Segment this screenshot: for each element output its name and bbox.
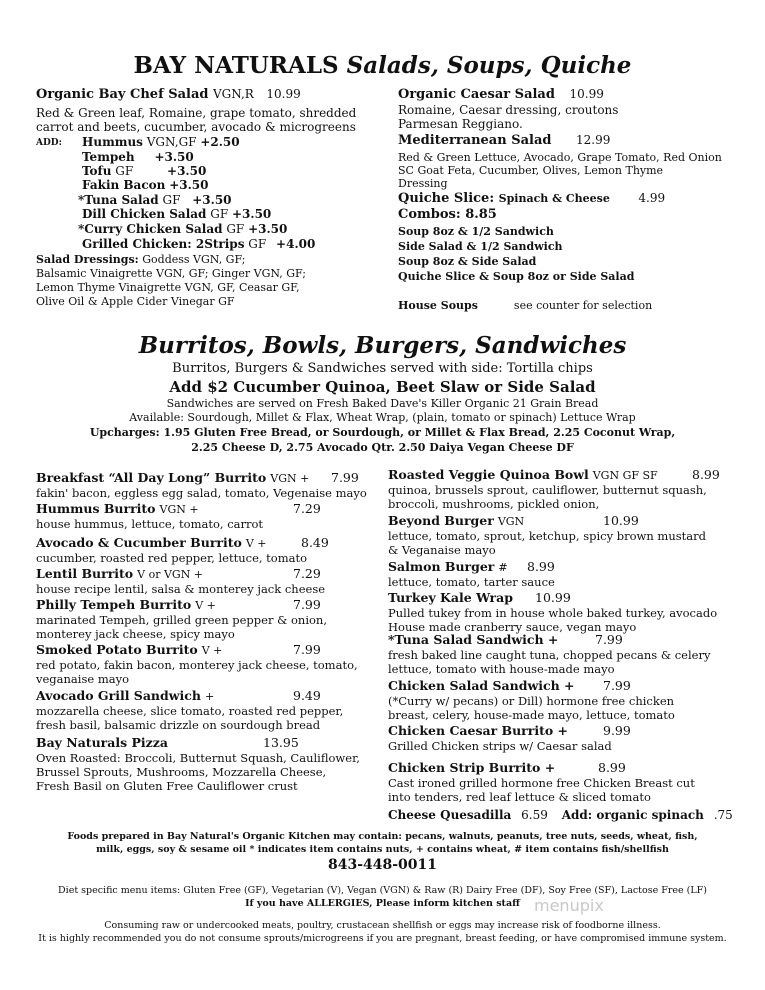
add-dill-chicken-salad: Dill Chicken Salad GF +3.50: [82, 207, 272, 221]
item-diet: V +: [201, 644, 223, 657]
right-item-title: [388, 632, 562, 647]
item-description: Oven Roasted: Broccoli, Butternut Squash, Cauliflower,: [36, 751, 360, 765]
add-curry-chicken-salad: *Curry Chicken Salad GF +3.50: [78, 222, 288, 236]
dressings-line-1: Salad Dressings: Goddess VGN, GF;: [36, 253, 246, 266]
item-diet: VGN GF SF: [592, 469, 658, 482]
section-title-salads: BAY NATURALS Salads, Soups, Quiche: [133, 52, 632, 79]
add-fakin-bacon: Fakin Bacon +3.50: [82, 178, 209, 192]
item-description: Brussel Sprouts, Mushrooms, Mozzarella Cheese,: [36, 765, 327, 779]
left-item-title: [36, 470, 309, 485]
left-item-title: [36, 597, 216, 612]
item-description: lettuce, tomato, tarter sauce: [388, 575, 555, 589]
left-item-title: [36, 501, 199, 516]
item-name: Chicken Caesar Burrito +: [388, 723, 569, 738]
item-description: Fresh Basil on Gluten Free Cauliflower crust: [36, 779, 298, 793]
item-price: 8.99: [527, 559, 555, 574]
item-name: Avocado & Cucumber Burrito: [36, 535, 242, 550]
item-description: quinoa, brussels sprout, cauliflower, butternut squash,: [388, 483, 707, 497]
item-description: house recipe lentil, salsa & monterey jack cheese: [36, 582, 326, 596]
item-name: Beyond Burger: [388, 513, 494, 528]
item-name: Smoked Potato Burrito: [36, 642, 198, 657]
left-item-title: [36, 735, 172, 750]
footer-allergen-2: milk, eggs, soy & sesame oil * indicates item contains nuts, + contains wheat, # item contains fish/shellfish: [96, 844, 669, 855]
combo-item: Soup 8oz & 1/2 Sandwich: [398, 225, 554, 238]
item-diet: +: [204, 690, 215, 703]
item-diet: V +: [195, 599, 216, 612]
add-tofu: Tofu GF +3.50: [82, 164, 207, 178]
phone-number: 843-448-0011: [327, 857, 438, 873]
caesar-desc-2: Parmesan Reggiano.: [398, 117, 523, 131]
right-item-title: [388, 559, 508, 574]
house-soups: House Soups see counter for selection: [398, 299, 653, 312]
item-name: Salmon Burger: [388, 559, 495, 574]
item-description: lettuce, tomato, sprout, ketchup, spicy brown mustard: [388, 529, 706, 543]
item-name: Chicken Strip Burrito +: [388, 760, 556, 775]
item-description: House made cranberry sauce, vegan mayo: [388, 620, 637, 634]
caesar-desc-1: Romaine, Caesar dressing, croutons: [398, 103, 619, 117]
add-tempeh: Tempeh +3.50: [82, 150, 194, 164]
item-diet: V or VGN +: [137, 568, 204, 581]
item-price: 7.29: [293, 566, 321, 581]
watermark: menupix: [534, 896, 604, 915]
intro-line-2: Add $2 Cucumber Quinoa, Beet Slaw or Side Salad: [169, 378, 596, 396]
item-description: cucumber, roasted red pepper, lettuce, tomato: [36, 551, 308, 565]
item-price: 8.99: [598, 760, 626, 775]
add-hummus: Hummus VGN,GF +2.50: [82, 135, 240, 149]
item-description: Cast ironed grilled hormone free Chicken Breast cut: [388, 776, 695, 790]
footer-allergen-1: Foods prepared in Bay Natural's Organic Kitchen may contain: pecans, walnuts, peanuts, tree nuts, seeds, wheat, fish,: [67, 831, 698, 842]
item-name: Turkey Kale Wrap: [388, 590, 513, 605]
add-grilled-chicken: Grilled Chicken: 2Strips GF +4.00: [82, 237, 316, 251]
item-description: fresh baked line caught tuna, chopped pecans & celery: [388, 648, 711, 662]
item-description: lettuce, tomato with house-made mayo: [388, 662, 615, 676]
item-description: marinated Tempeh, grilled green pepper & onion,: [36, 613, 327, 627]
mediterranean-salad-title: Mediterranean Salad 12.99: [398, 133, 611, 148]
intro-line-5: Upcharges: 1.95 Gluten Free Bread, or Sourdough, or Millet & Flax Bread, 2.25 Coconut Wrap,: [89, 426, 676, 439]
item-diet: VGN +: [159, 503, 199, 516]
item-name: *Tuna Salad Sandwich +: [388, 632, 559, 647]
item-name: Chicken Salad Sandwich +: [388, 678, 575, 693]
item-description: Pulled tukey from in house whole baked turkey, avocado: [388, 606, 718, 620]
quesadilla-line: Cheese Quesadilla 6.59 Add: organic spinach .75: [388, 808, 733, 822]
item-price: 9.99: [603, 723, 631, 738]
item-description: & Veganaise mayo: [388, 543, 496, 557]
item-name: Avocado Grill Sandwich: [36, 688, 201, 703]
item-description: breast, celery, house-made mayo, lettuce, tomato: [388, 708, 675, 722]
item-name: Philly Tempeh Burrito: [36, 597, 192, 612]
chef-salad-desc-1: Red & Green leaf, Romaine, grape tomato, shredded: [36, 106, 357, 120]
med-desc-2: SC Goat Feta, Cucumber, Olives, Lemon Thyme: [398, 164, 664, 177]
right-item-title: [388, 513, 524, 528]
intro-line-1: Burritos, Burgers & Sandwiches served with side: Tortilla chips: [172, 361, 593, 376]
item-name: Hummus Burrito: [36, 501, 156, 516]
right-item-title: [388, 590, 517, 605]
dressings-line-4: Olive Oil & Apple Cider Vinegar GF: [36, 295, 235, 308]
item-price: 7.29: [293, 501, 321, 516]
item-description: Grilled Chicken strips w/ Caesar salad: [388, 739, 612, 753]
right-item-title: [388, 760, 559, 775]
item-price: 7.99: [595, 632, 623, 647]
combo-item: Side Salad & 1/2 Sandwich: [398, 240, 563, 253]
item-price: 10.99: [535, 590, 571, 605]
diet-legend: Diet specific menu items: Gluten Free (GF), Vegetarian (V), Vegan (VGN) & Raw (R) Dairy Free (DF), Soy Free (SF), Lactose Free (LF): [58, 885, 707, 896]
combo-item: Quiche Slice & Soup 8oz or Side Salad: [398, 270, 635, 283]
item-description: into tenders, red leaf lettuce & sliced tomato: [388, 790, 651, 804]
chef-salad-desc-2: carrot and beets, cucumber, avocado & microgreens: [36, 120, 356, 134]
item-diet: #: [498, 561, 508, 574]
allergy-notice: If you have ALLERGIES, Please inform kitchen staff: [245, 898, 520, 909]
item-price: 13.95: [263, 735, 299, 750]
warning-1: Consuming raw or undercooked meats, poultry, crustacean shellfish or eggs may increase risk of foodborne illness.: [104, 920, 661, 931]
add-tuna-salad: *Tuna Salad GF +3.50: [78, 193, 232, 207]
right-item-title: [388, 678, 579, 693]
item-description: fresh basil, balsamic drizzle on sourdough bread: [36, 718, 321, 732]
item-price: 8.99: [692, 467, 720, 482]
item-name: Bay Naturals Pizza: [36, 735, 168, 750]
left-item-title: [36, 535, 267, 550]
item-price: 9.49: [293, 688, 321, 703]
item-description: house hummus, lettuce, tomato, carrot: [36, 517, 264, 531]
dressings-line-2: Balsamic Vinaigrette VGN, GF; Ginger VGN, GF;: [36, 267, 307, 280]
item-price: 7.99: [293, 597, 321, 612]
intro-line-4: Available: Sourdough, Millet & Flax, Wheat Wrap, (plain, tomato or spinach) Lettuce Wrap: [129, 411, 636, 424]
add-label: ADD:: [36, 138, 62, 148]
item-price: 7.99: [331, 470, 359, 485]
quiche-title: Quiche Slice: Spinach & Cheese 4.99: [398, 191, 666, 206]
item-diet: VGN +: [270, 472, 310, 485]
combo-item: Soup 8oz & Side Salad: [398, 255, 537, 268]
caesar-salad-title: Organic Caesar Salad 10.99: [398, 87, 604, 102]
intro-line-6: 2.25 Cheese D, 2.75 Avocado Qtr. 2.50 Daiya Vegan Cheese DF: [191, 441, 574, 454]
item-price: 7.99: [293, 642, 321, 657]
item-description: fakin' bacon, eggless egg salad, tomato, Vegenaise mayo: [36, 486, 367, 500]
item-price: 8.49: [301, 535, 329, 550]
item-description: red potato, fakin bacon, monterey jack cheese, tomato,: [36, 658, 358, 672]
item-description: monterey jack cheese, spicy mayo: [36, 627, 235, 641]
left-item-title: [36, 642, 222, 657]
chef-salad-title: Organic Bay Chef Salad VGN,R 10.99: [36, 87, 301, 102]
combos-title: Combos: 8.85: [398, 207, 497, 222]
left-item-title: [36, 566, 203, 581]
item-name: Roasted Veggie Quinoa Bowl: [388, 467, 589, 482]
med-desc-3: Dressing: [398, 177, 448, 190]
left-item-title: [36, 688, 214, 703]
item-name: Lentil Burrito: [36, 566, 134, 581]
item-description: veganaise mayo: [36, 672, 130, 686]
item-price: 7.99: [603, 678, 631, 693]
item-name: Breakfast “All Day Long” Burrito: [36, 470, 267, 485]
item-description: mozzarella cheese, slice tomato, roasted red pepper,: [36, 704, 344, 718]
warning-2: It is highly recommended you do not consume sprouts/microgreens if you are pregnant, breast feeding, or have compromised immune system.: [38, 933, 727, 944]
item-description: broccoli, mushrooms, pickled onion,: [388, 497, 600, 511]
dressings-line-3: Lemon Thyme Vinaigrette VGN, GF, Ceasar GF,: [36, 281, 300, 294]
intro-line-3: Sandwiches are served on Fresh Baked Dave's Killer Organic 21 Grain Bread: [166, 397, 599, 410]
item-description: (*Curry w/ pecans) or Dill) hormone free chicken: [388, 694, 675, 708]
item-diet: V +: [245, 537, 267, 550]
item-price: 10.99: [603, 513, 639, 528]
item-diet: VGN: [497, 515, 525, 528]
right-item-title: [388, 467, 658, 482]
section-title-burritos: Burritos, Bowls, Burgers, Sandwiches: [138, 332, 627, 359]
right-item-title: [388, 723, 572, 738]
med-desc-1: Red & Green Lettuce, Avocado, Grape Tomato, Red Onion: [398, 151, 722, 164]
